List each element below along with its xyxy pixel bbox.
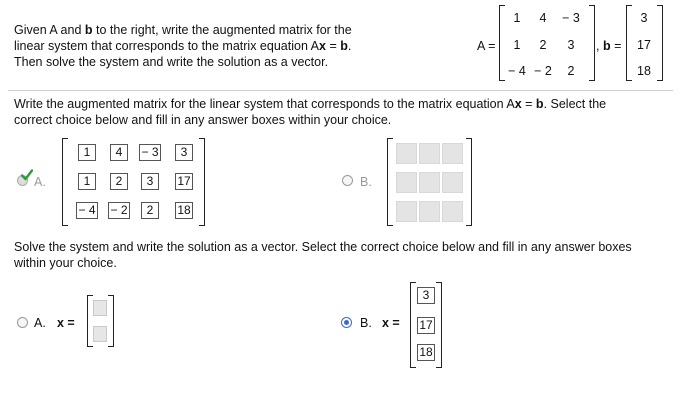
q1-b-answer-box[interactable] xyxy=(396,143,417,164)
q1-matrix-cell[interactable]: 3 xyxy=(141,173,159,190)
vector-b-cell: 3 xyxy=(640,11,648,25)
intro-line-2: linear system that corresponds to the matrix equation Ax = b. xyxy=(14,39,352,53)
q1-b-answer-box[interactable] xyxy=(419,143,440,164)
q2-vector-cell[interactable]: 17 xyxy=(417,317,435,334)
q1-matrix-row xyxy=(68,201,202,219)
q1-matrix-cell[interactable]: 2 xyxy=(141,202,159,219)
q1-b-answer-box[interactable] xyxy=(396,201,417,222)
vector-b-cell: 18 xyxy=(637,64,651,78)
matrix-a-cell: 1 xyxy=(513,38,521,52)
q2-vector-cell[interactable]: 3 xyxy=(417,287,435,304)
q2-a-right-bracket xyxy=(108,295,114,347)
q1-option-b-radio[interactable] xyxy=(342,175,353,186)
q2-a-answer-box[interactable] xyxy=(93,326,107,342)
intro-line-1: Given A and b to the right, write the augmented matrix for the xyxy=(14,23,352,37)
q1-matrix-cell[interactable]: 1 xyxy=(78,173,96,190)
q1-b-answer-box[interactable] xyxy=(442,172,463,193)
q1-matrix-cell[interactable]: 17 xyxy=(175,173,193,190)
vector-b-right-bracket xyxy=(657,5,663,81)
vector-b-label: , b = xyxy=(596,39,622,53)
q1-b-answer-box[interactable] xyxy=(442,143,463,164)
q1-matrix-cell[interactable]: 18 xyxy=(175,202,193,219)
q1-matrix-cell[interactable]: − 4 xyxy=(78,203,96,217)
matrix-a-cell: 2 xyxy=(567,64,575,78)
q2-option-b-x-label: x = xyxy=(382,316,400,330)
question-2-prompt: Solve the system and write the solution as a vector. Select the correct choice below and fill in any answer boxes within your choice. xyxy=(14,240,632,270)
q1-matrix-cell[interactable]: 1 xyxy=(78,144,96,161)
matrix-a-cell: − 2 xyxy=(534,64,552,78)
correct-check-icon xyxy=(21,169,33,181)
q1-matrix-cell[interactable]: 4 xyxy=(110,144,128,161)
q2-vector-cell[interactable]: 18 xyxy=(417,344,435,361)
q1-matrix-cell[interactable]: − 2 xyxy=(110,203,128,217)
question-1-prompt: Write the augmented matrix for the linear system that corresponds to the matrix equation Ax = b. Select the correct choice below and fill in any answer boxes within your choice. xyxy=(14,97,607,127)
q2-a-answer-box[interactable] xyxy=(93,300,107,316)
vector-b xyxy=(631,7,657,79)
matrix-a-row xyxy=(504,36,588,54)
q1-b-answer-box[interactable] xyxy=(419,172,440,193)
q2-option-b-vector xyxy=(415,286,437,364)
q1-option-a-matrix xyxy=(68,143,202,223)
q1-b-answer-box[interactable] xyxy=(396,172,417,193)
matrix-a-label: A = xyxy=(477,39,496,53)
q2-option-a-x-label: x = xyxy=(57,316,75,330)
matrix-a-cell: 4 xyxy=(539,11,547,25)
matrix-a-cell: 1 xyxy=(513,11,521,25)
q1-matrix-right-bracket xyxy=(199,138,205,226)
problem-statement xyxy=(14,22,434,70)
q2-option-a-radio[interactable] xyxy=(17,317,28,328)
q1-b-answer-box[interactable] xyxy=(419,201,440,222)
q1-matrix-cell[interactable]: 2 xyxy=(110,173,128,190)
section-divider xyxy=(8,90,673,91)
matrix-a-row xyxy=(504,62,588,80)
q1-matrix-row xyxy=(68,143,202,161)
q2-option-b-radio[interactable] xyxy=(341,317,352,328)
vector-b-cell: 17 xyxy=(637,38,651,52)
matrix-a-cell: 2 xyxy=(539,38,547,52)
q1-b-answer-box[interactable] xyxy=(442,201,463,222)
q1-matrix-cell[interactable]: − 3 xyxy=(141,145,159,159)
q1-option-b-label: B. xyxy=(360,175,372,189)
q1-b-right-bracket xyxy=(466,138,472,226)
q1-matrix-row xyxy=(68,172,202,190)
q2-option-a-label: A. xyxy=(34,316,46,330)
q1-option-a-label: A. xyxy=(34,175,46,189)
q1-b-left-bracket xyxy=(387,138,393,226)
matrix-a-row xyxy=(504,9,588,27)
intro-line-3: Then solve the system and write the solution as a vector. xyxy=(14,55,329,69)
matrix-a-cell: − 4 xyxy=(508,64,526,78)
q1-matrix-cell[interactable]: 3 xyxy=(175,144,193,161)
matrix-a-cell: − 3 xyxy=(562,11,580,25)
q2-option-b-label: B. xyxy=(360,316,372,330)
matrix-a xyxy=(504,7,588,79)
q2-b-right-bracket xyxy=(436,282,442,368)
matrix-a-cell: 3 xyxy=(567,38,575,52)
matrix-a-right-bracket xyxy=(589,5,595,81)
